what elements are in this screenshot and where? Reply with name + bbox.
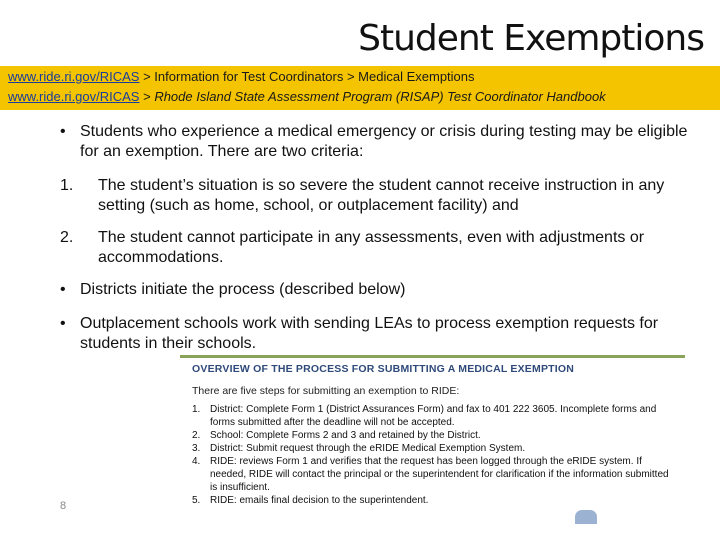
step-3-number: 3.	[192, 443, 201, 454]
page-number: 8	[60, 500, 67, 512]
breadcrumb-1-path: > Information for Test Coordinators > Medical Exemptions	[139, 69, 475, 84]
step-1-text: District: Complete Form 1 (District Assurances Form) and fax to 401 222 3605. Incomplete forms and forms submitted after the deadline will not be accepted.	[210, 404, 657, 428]
breadcrumb-2-handbook: Rhode Island State Assessment Program (RISAP) Test Coordinator Handbook	[154, 89, 606, 104]
breadcrumb-line-1	[8, 69, 475, 84]
bullet-medical-emergency: • Students who experience a medical emergency or crisis during testing may be eligible for an exemption. There are two criteria:	[58, 122, 708, 162]
process-step-2	[192, 429, 677, 442]
process-overview-panel	[180, 355, 685, 520]
criterion-1-number: 1.	[60, 177, 74, 194]
panel-intro: There are five steps for submitting an exemption to RIDE:	[192, 385, 460, 397]
process-step-5	[192, 494, 677, 507]
panel-rule	[180, 355, 685, 358]
step-4-text: RIDE: reviews Form 1 and verifies that the request has been logged through the eRIDE system. If needed, RIDE will contact the principal or the superintendent for clarification if the information submitted is insufficient.	[210, 456, 669, 493]
panel-heading: OVERVIEW OF THE PROCESS FOR SUBMITTING A MEDICAL EXEMPTION	[192, 363, 575, 375]
criterion-2-number: 2.	[60, 229, 74, 246]
ricas-link-2[interactable]: www.ride.ri.gov/RICAS	[8, 89, 140, 104]
slide-title: Student Exemptions	[358, 18, 704, 59]
process-step-1	[192, 403, 677, 429]
logo-fragment-icon	[575, 510, 597, 524]
step-5-number: 5.	[192, 495, 201, 506]
step-2-number: 2.	[192, 430, 201, 441]
ricas-link-1[interactable]: www.ride.ri.gov/RICAS	[8, 69, 140, 84]
main-content	[58, 122, 708, 368]
process-steps	[192, 403, 677, 507]
step-5-text: RIDE: emails final decision to the superintendent.	[210, 495, 429, 506]
breadcrumb-line-2	[8, 89, 606, 104]
breadcrumb-2-separator: >	[139, 89, 155, 104]
step-3-text: District: Submit request through the eRIDE Medical Exemption System.	[210, 443, 526, 454]
step-1-number: 1.	[192, 404, 201, 415]
breadcrumb-band	[0, 66, 720, 110]
criterion-1-text: The student’s situation is so severe the student cannot receive instruction in any setting (such as home, school, or outplacement facility) and	[98, 177, 665, 214]
bullet-districts: • Districts initiate the process (described below)	[58, 280, 708, 300]
bullet-outplacement: • Outplacement schools work with sending LEAs to process exemption requests for students in their schools.	[58, 314, 708, 354]
step-2-text: School: Complete Forms 2 and 3 and retained by the District.	[210, 430, 481, 441]
process-step-4	[192, 455, 677, 494]
criterion-1	[58, 176, 708, 216]
criterion-2	[58, 228, 708, 268]
criterion-2-text: The student cannot participate in any assessments, even with adjustments or accommodations.	[98, 229, 645, 266]
process-step-3	[192, 442, 677, 455]
step-4-number: 4.	[192, 456, 201, 467]
